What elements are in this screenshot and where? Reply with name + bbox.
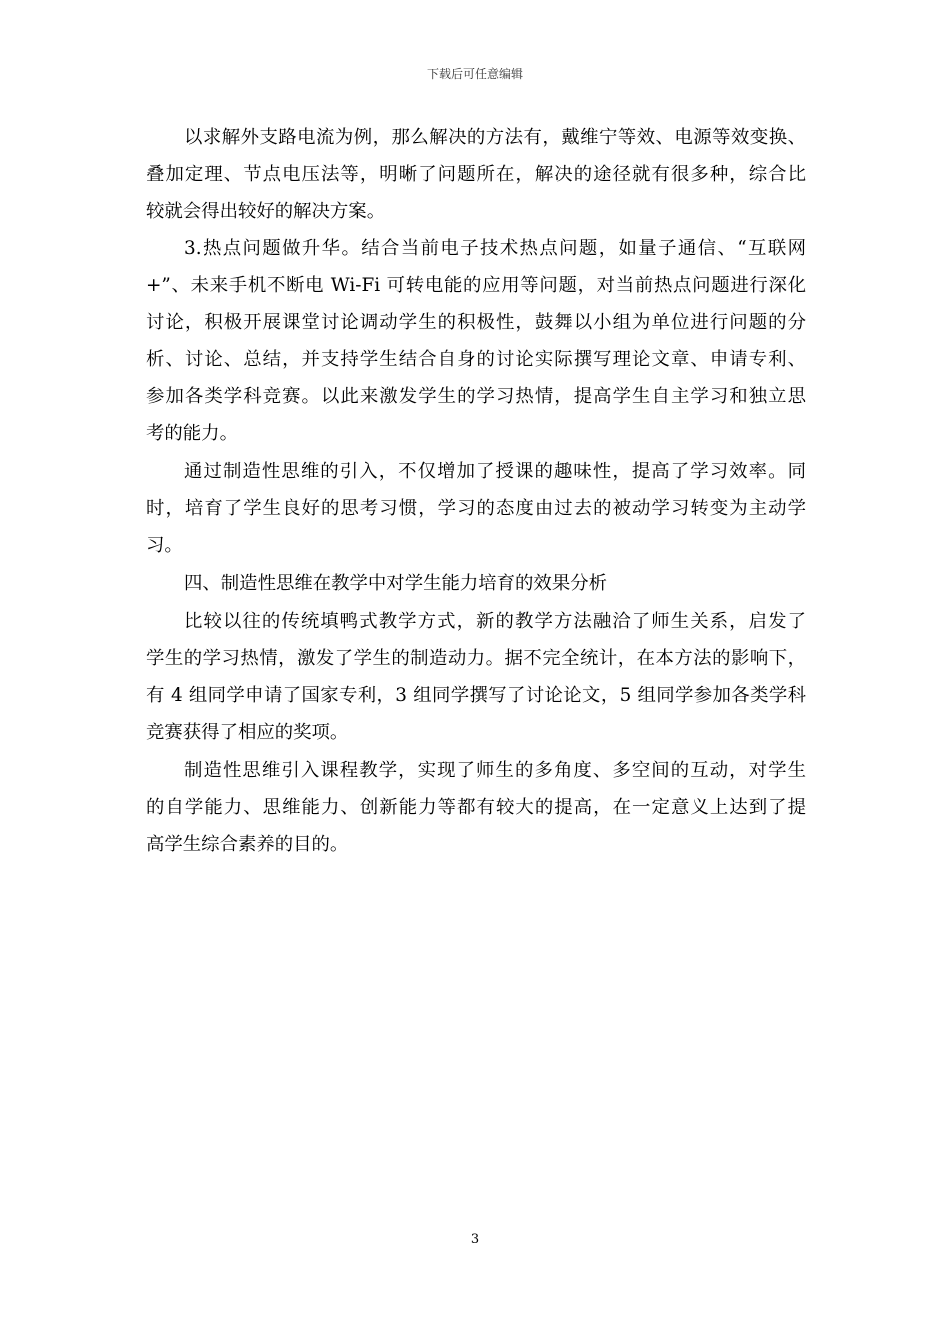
paragraph-line: 3.热点问题做升华。结合当前电子技术热点问题，如量子通信、“互联网 (184, 238, 806, 259)
paragraph-line: 制造性思维引入课程教学，实现了师生的多角度、多空间的互动，对学生 (184, 760, 806, 781)
paragraph-line: 竞赛获得了相应的奖项。 (146, 722, 349, 743)
paragraph-line: 高学生综合素养的目的。 (146, 834, 349, 855)
paragraph-line: 参加各类学科竞赛。以此来激发学生的学习热情，提高学生自主学习和独立思 (146, 386, 806, 407)
paragraph-line: 析、讨论、总结，并支持学生结合自身的讨论实际撰写理论文章、申请专利、 (146, 349, 806, 370)
paragraph-line: +”、未来手机不断电 Wi-Fi 可转电能的应用等问题，对当前热点问题进行深化 (146, 275, 806, 296)
page-number: 3 (470, 1232, 480, 1247)
page-header: 下载后可任意编辑 (426, 67, 523, 81)
paragraph-line: 有 4 组同学申请了国家专利，3 组同学撰写了讨论论文，5 组同学参加各类学科 (146, 685, 806, 706)
paragraph-line: 学生的学习热情，激发了学生的制造动力。据不完全统计，在本方法的影响下， (146, 648, 806, 669)
paragraph-line: 时，培育了学生良好的思考习惯，学习的态度由过去的被动学习转变为主动学 (146, 498, 806, 519)
paragraph-line: 较就会得出较好的解决方案。 (146, 201, 386, 222)
paragraph-line: 以求解外支路电流为例，那么解决的方法有，戴维宁等效、电源等效变换、 (184, 127, 806, 148)
paragraph-line: 考的能力。 (146, 423, 238, 444)
paragraph-line: 通过制造性思维的引入，不仅增加了授课的趣味性，提高了学习效率。同 (184, 461, 806, 482)
paragraph-line: 的自学能力、思维能力、创新能力等都有较大的提高，在一定意义上达到了提 (146, 797, 806, 818)
paragraph-line: 比较以往的传统填鸭式教学方式，新的教学方法融洽了师生关系，启发了 (184, 611, 806, 632)
section-heading: 四、制造性思维在教学中对学生能力培育的效果分析 (184, 573, 607, 594)
paragraph-line: 讨论，积极开展课堂讨论调动学生的积极性，鼓舞以小组为单位进行问题的分 (146, 312, 806, 333)
paragraph-line: 叠加定理、节点电压法等，明晰了问题所在，解决的途径就有很多种，综合比 (146, 164, 806, 185)
paragraph-line: 习。 (146, 535, 183, 556)
